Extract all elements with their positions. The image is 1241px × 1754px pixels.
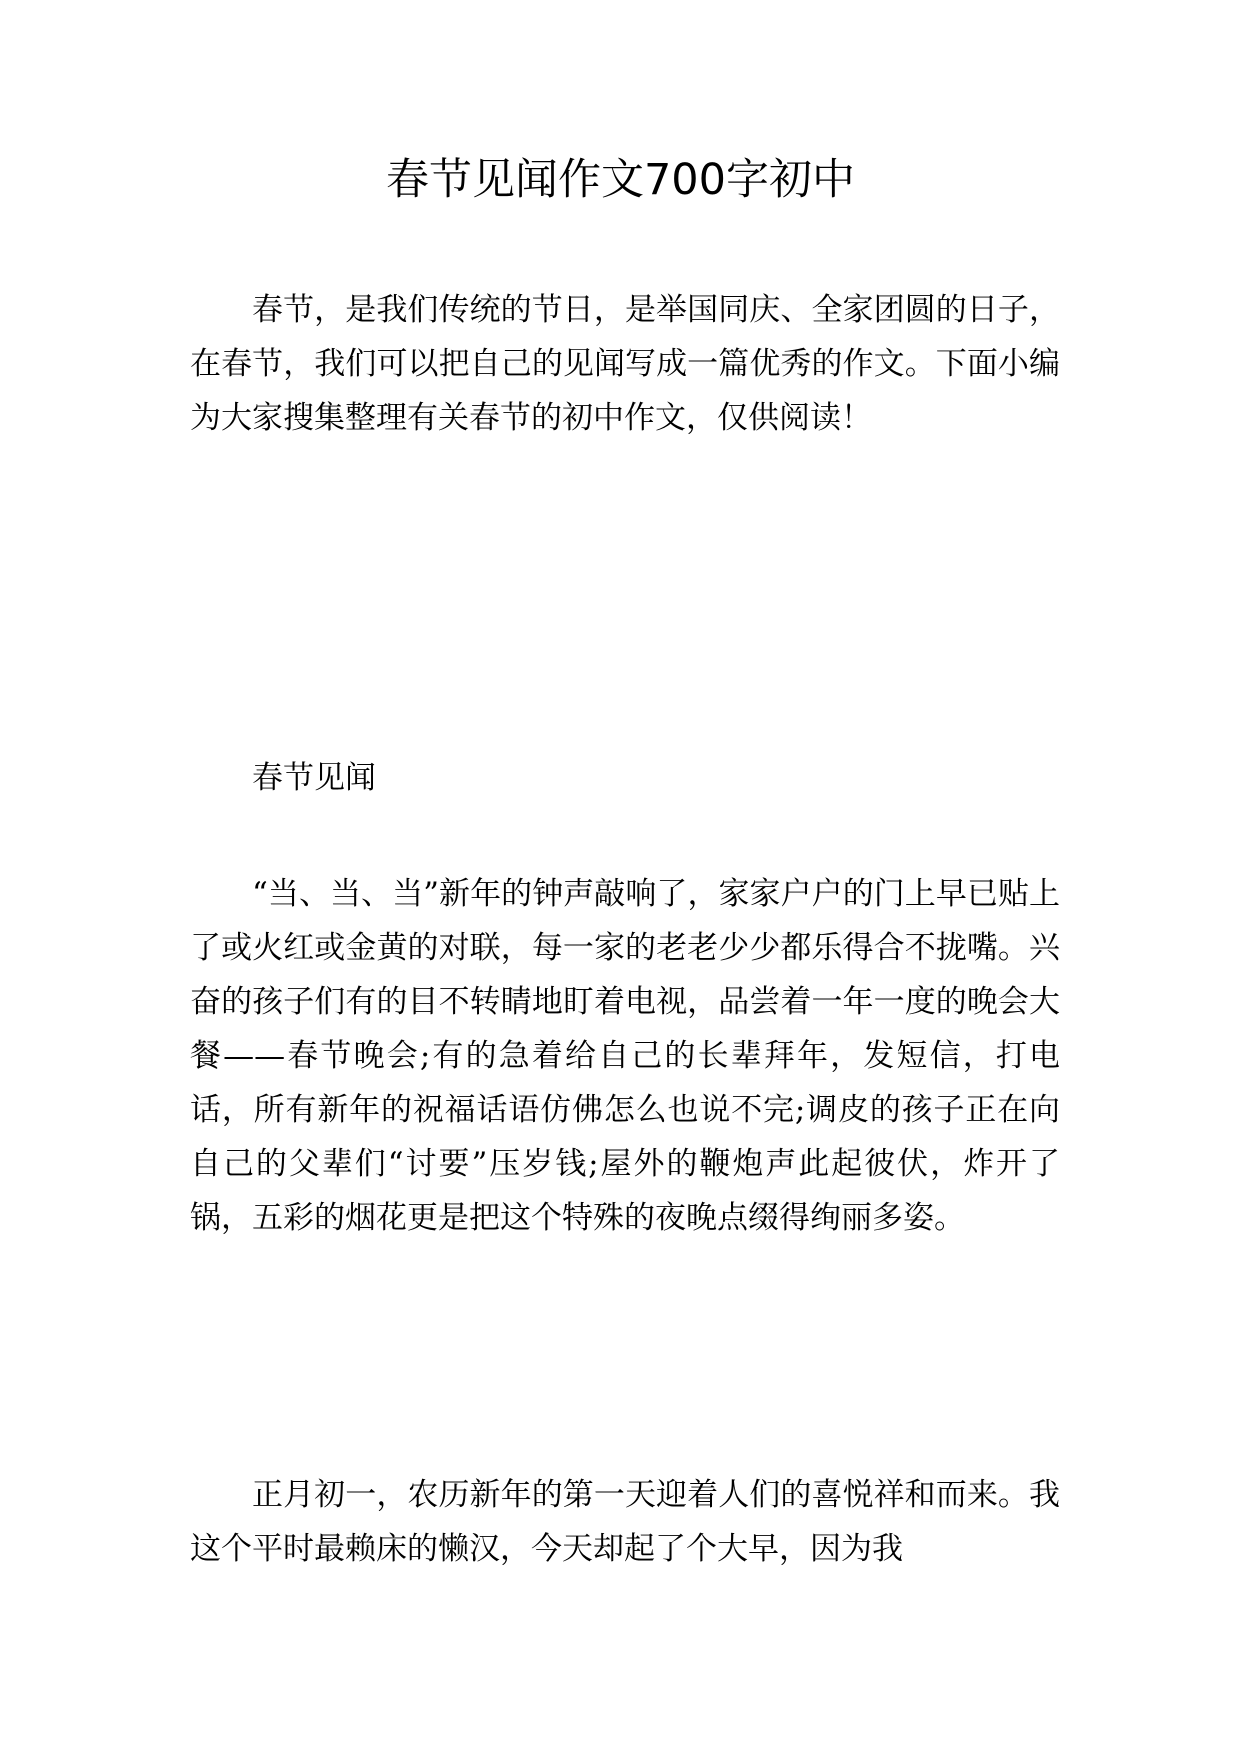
body-paragraph: “当、当、当”新年的钟声敲响了，家家户户的门上早已贴上了或火红或金黄的对联，每一家的老老少少都乐得合不拢嘴。兴奋的孩子们有的目不转睛地盯着电视，品尝着一年一度的晚会大餐——春节晚会;有的急着给自己的长辈拜年，发短信，打电话，所有新年的祝福话语仿佛怎么也说不完;调皮的孩子正在向自己的父辈们“讨要”压岁钱;屋外的鞭炮声此起彼伏，炸开了锅，五彩的烟花更是把这个特殊的夜晚点缀得绚丽多姿。 (190, 876, 1060, 1236)
page-title: 春节见闻作文700字初中 (385, 155, 856, 205)
intro-paragraph: 春节，是我们传统的节日，是举国同庆、全家团圆的日子，在春节，我们可以把自己的见闻写成一篇优秀的作文。下面小编为大家搜集整理有关春节的初中作文，仅供阅读！ (190, 292, 1060, 436)
section-heading: 春节见闻 (252, 760, 376, 796)
body-paragraph: 正月初一，农历新年的第一天迎着人们的喜悦祥和而来。我这个平时最赖床的懒汉，今天却起了个大早，因为我 (190, 1477, 1060, 1567)
